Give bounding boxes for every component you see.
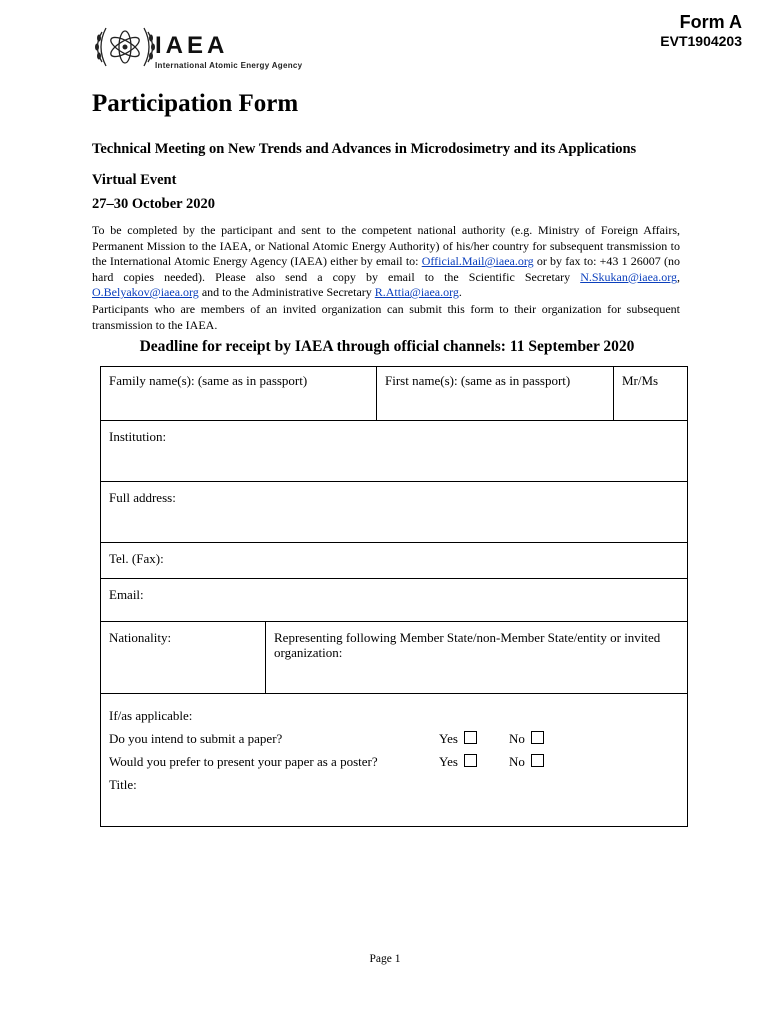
logo-wordmark: IAEA	[155, 32, 229, 59]
official-mail-link[interactable]: Official.Mail@iaea.org	[421, 254, 534, 268]
form-label: Form A	[679, 12, 742, 32]
title-mr-ms-field[interactable]	[613, 366, 688, 421]
paper-title-label: Title:	[109, 777, 137, 792]
scientific-secretary-link-2[interactable]: O.Belyakov@iaea.org	[92, 285, 199, 299]
yes-label: Yes	[439, 754, 458, 769]
admin-secretary-link[interactable]: R.Attia@iaea.org	[374, 285, 459, 299]
poster-yes-checkbox[interactable]	[464, 754, 477, 767]
instructions-text: ,	[677, 269, 680, 284]
full-address-field[interactable]	[100, 481, 688, 543]
poster-no-option[interactable]	[509, 754, 544, 770]
meeting-title: Technical Meeting on New Trends and Advances in Microdosimetry and its Applications	[92, 141, 637, 157]
submit-paper-question: Do you intend to submit a paper?	[109, 731, 283, 746]
invited-org-paragraph: Participants who are members of an invited organization can submit this form to their organization for subsequent transmission to the IAEA.	[92, 302, 680, 332]
email-field[interactable]	[100, 578, 688, 622]
paper-yes-option[interactable]	[439, 731, 477, 747]
family-name-label: Family name(s): (same as in passport)	[109, 373, 308, 388]
instructions-text: To be completed by the participant and sent to the competent national authority (e.g. Ministry of Foreign Affairs, Permanent Mission to the IAEA, or National Atomic Energy Authority) of his/her country for subsequent transmission to the International Atomic Energy Agency (IAEA) either by email to:	[92, 223, 680, 268]
tel-fax-field[interactable]	[100, 542, 688, 579]
event-dates: 27–30 October 2020	[92, 196, 215, 212]
instructions-text: or by fax to: +43 1 26007 (no hard copies needed). Please also send a copy by email to the Scientific Secretary	[92, 254, 680, 284]
instructions-text: and to the Administrative Secretary	[198, 285, 375, 299]
no-label: No	[509, 754, 525, 769]
logo-subtitle: International Atomic Energy Agency	[155, 61, 303, 70]
institution-field[interactable]	[100, 420, 688, 482]
nationality-label: Nationality:	[109, 630, 172, 645]
paper-no-option[interactable]	[509, 731, 544, 747]
poster-no-checkbox[interactable]	[531, 754, 544, 767]
page-number: Page 1	[369, 953, 401, 965]
mr-ms-label: Mr/Ms	[622, 373, 659, 388]
representing-field[interactable]	[265, 621, 688, 694]
tel-fax-label: Tel. (Fax):	[109, 551, 164, 566]
yes-label: Yes	[439, 731, 458, 746]
representing-label: Representing following Member State/non-Member State/entity or invited organization:	[274, 630, 661, 660]
no-label: No	[509, 731, 525, 746]
nationality-field[interactable]	[100, 621, 266, 694]
poster-question: Would you prefer to present your paper as a poster?	[109, 754, 378, 769]
if-applicable-label: If/as applicable:	[109, 708, 193, 723]
full-address-label: Full address:	[109, 490, 176, 505]
family-name-field[interactable]	[100, 366, 377, 421]
email-label: Email:	[109, 587, 144, 602]
instructions-paragraph	[92, 223, 680, 301]
form-code: EVT1904203	[660, 33, 742, 49]
iaea-logo-icon	[92, 22, 158, 72]
paper-yes-checkbox[interactable]	[464, 731, 477, 744]
paper-section	[100, 693, 688, 827]
institution-label: Institution:	[109, 429, 167, 444]
poster-yes-option[interactable]	[439, 754, 477, 770]
deadline-notice: Deadline for receipt by IAEA through official channels: 11 September 2020	[139, 338, 635, 355]
paper-no-checkbox[interactable]	[531, 731, 544, 744]
scientific-secretary-link-1[interactable]: N.Skukan@iaea.org	[580, 269, 677, 284]
event-type: Virtual Event	[92, 172, 177, 188]
page-title: Participation Form	[92, 90, 299, 117]
first-name-field[interactable]	[376, 366, 614, 421]
instructions-text: .	[458, 285, 462, 299]
first-name-label: First name(s): (same as in passport)	[385, 373, 571, 388]
